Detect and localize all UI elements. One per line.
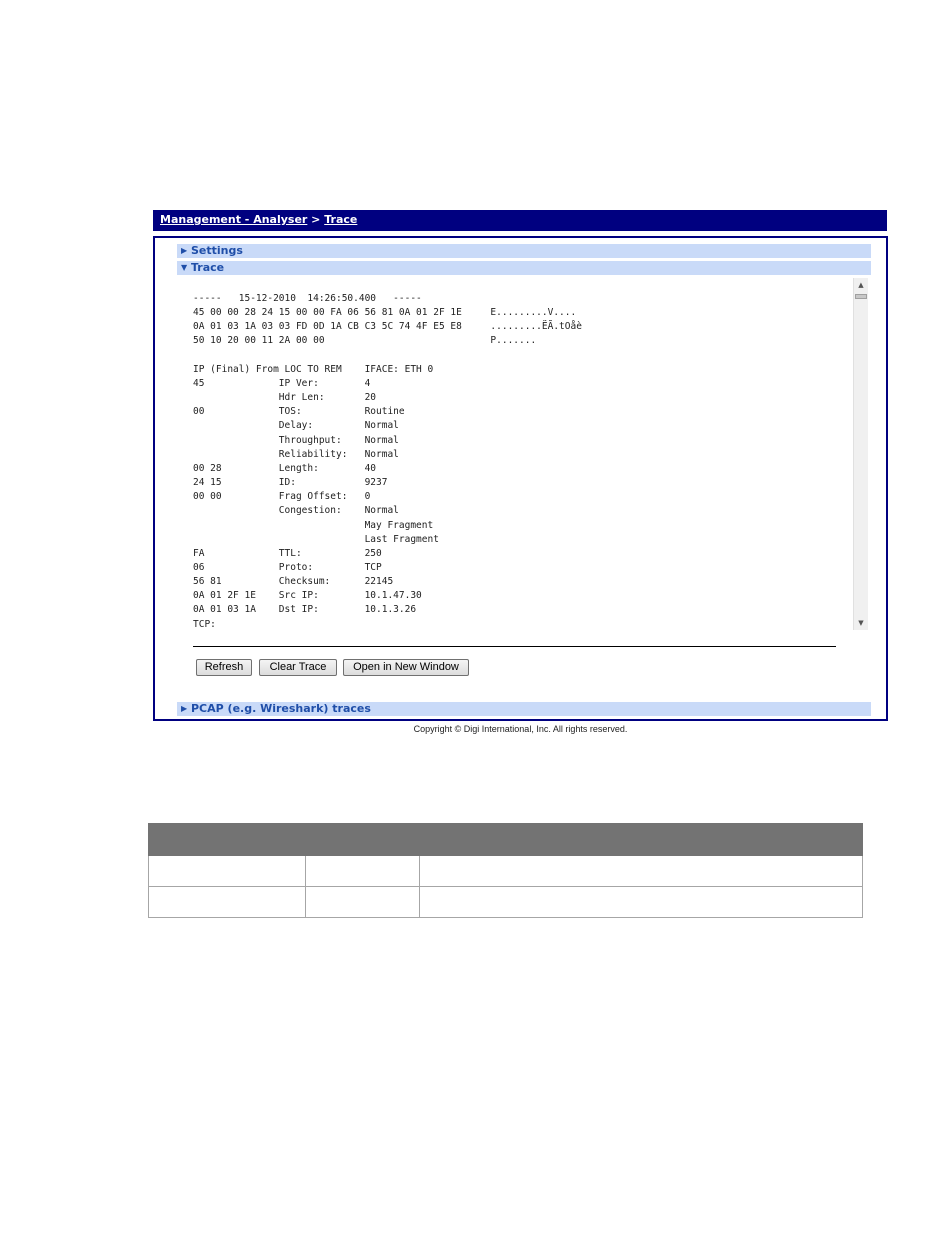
table-header-cell <box>306 824 420 856</box>
expand-arrow-icon: ▶ <box>181 246 188 255</box>
trace-divider <box>193 646 836 647</box>
pcap-section-label: PCAP (e.g. Wireshark) traces <box>191 702 371 715</box>
breadcrumb-link-management-analyser[interactable]: Management - Analyser <box>160 213 308 226</box>
table-cell <box>306 856 420 887</box>
scroll-thumb[interactable] <box>855 294 867 299</box>
refresh-button[interactable]: Refresh <box>196 659 252 676</box>
trace-text: ----- 15-12-2010 14:26:50.400 ----- 45 00 00 28 24 15 00 00 FA 06 56 81 0A 01 2F 1E E.........V.... 0A 01 03 1A 03 03 FD 0D 1A CB C3 5C 74 4F E5 E8 .........ËÃ.tOåè 50 10 20 00 11 2A 00 00 P....... IP (Final) From LOC TO REM IFACE: ETH 0 45 IP Ver: 4 Hdr Len: 20 00 TOS: Routine Delay: Normal Throughput: Normal Reliability: Normal 00 28 Length: 40 24 15 ID: 9237 00 00 Frag Offset: 0 Congestion: Normal May Fragment Last Fragment FA TTL: 250 06 Proto: TCP 56 81 Checksum: 22145 0A 01 2F 1E Src IP: 10.1.47.30 0A 01 03 1A Dst IP: 10.1.3.26 TCP: <box>193 293 582 630</box>
table-row <box>149 887 863 918</box>
analyser-panel <box>153 236 888 721</box>
trace-section-label: Trace <box>191 261 225 274</box>
open-in-new-window-button[interactable]: Open in New Window <box>343 659 469 676</box>
scroll-up-icon[interactable]: ▲ <box>858 281 864 289</box>
settings-section-label: Settings <box>191 244 243 257</box>
scroll-down-icon[interactable]: ▼ <box>858 619 864 627</box>
table-cell <box>306 887 420 918</box>
table-header-cell <box>149 824 306 856</box>
expand-arrow-icon: ▶ <box>181 704 188 713</box>
breadcrumb <box>153 210 887 231</box>
table-cell <box>420 856 863 887</box>
trace-section-header[interactable] <box>177 261 871 275</box>
pcap-section-header[interactable] <box>177 702 871 716</box>
settings-section-header[interactable] <box>177 244 871 258</box>
table-cell <box>149 856 306 887</box>
table-cell <box>149 887 306 918</box>
data-table <box>148 823 863 918</box>
clear-trace-button[interactable]: Clear Trace <box>259 659 337 676</box>
table-header-row <box>149 824 863 856</box>
table-cell <box>420 887 863 918</box>
copyright-notice: Copyright © Digi International, Inc. All rights reserved. <box>413 724 628 734</box>
table-row <box>149 856 863 887</box>
breadcrumb-separator: > <box>307 213 325 226</box>
collapse-arrow-icon: ▼ <box>181 263 188 272</box>
breadcrumb-link-trace[interactable]: Trace <box>324 213 358 226</box>
table-header-cell <box>420 824 863 856</box>
trace-output[interactable] <box>177 278 877 630</box>
trace-scrollbar[interactable] <box>853 278 868 630</box>
